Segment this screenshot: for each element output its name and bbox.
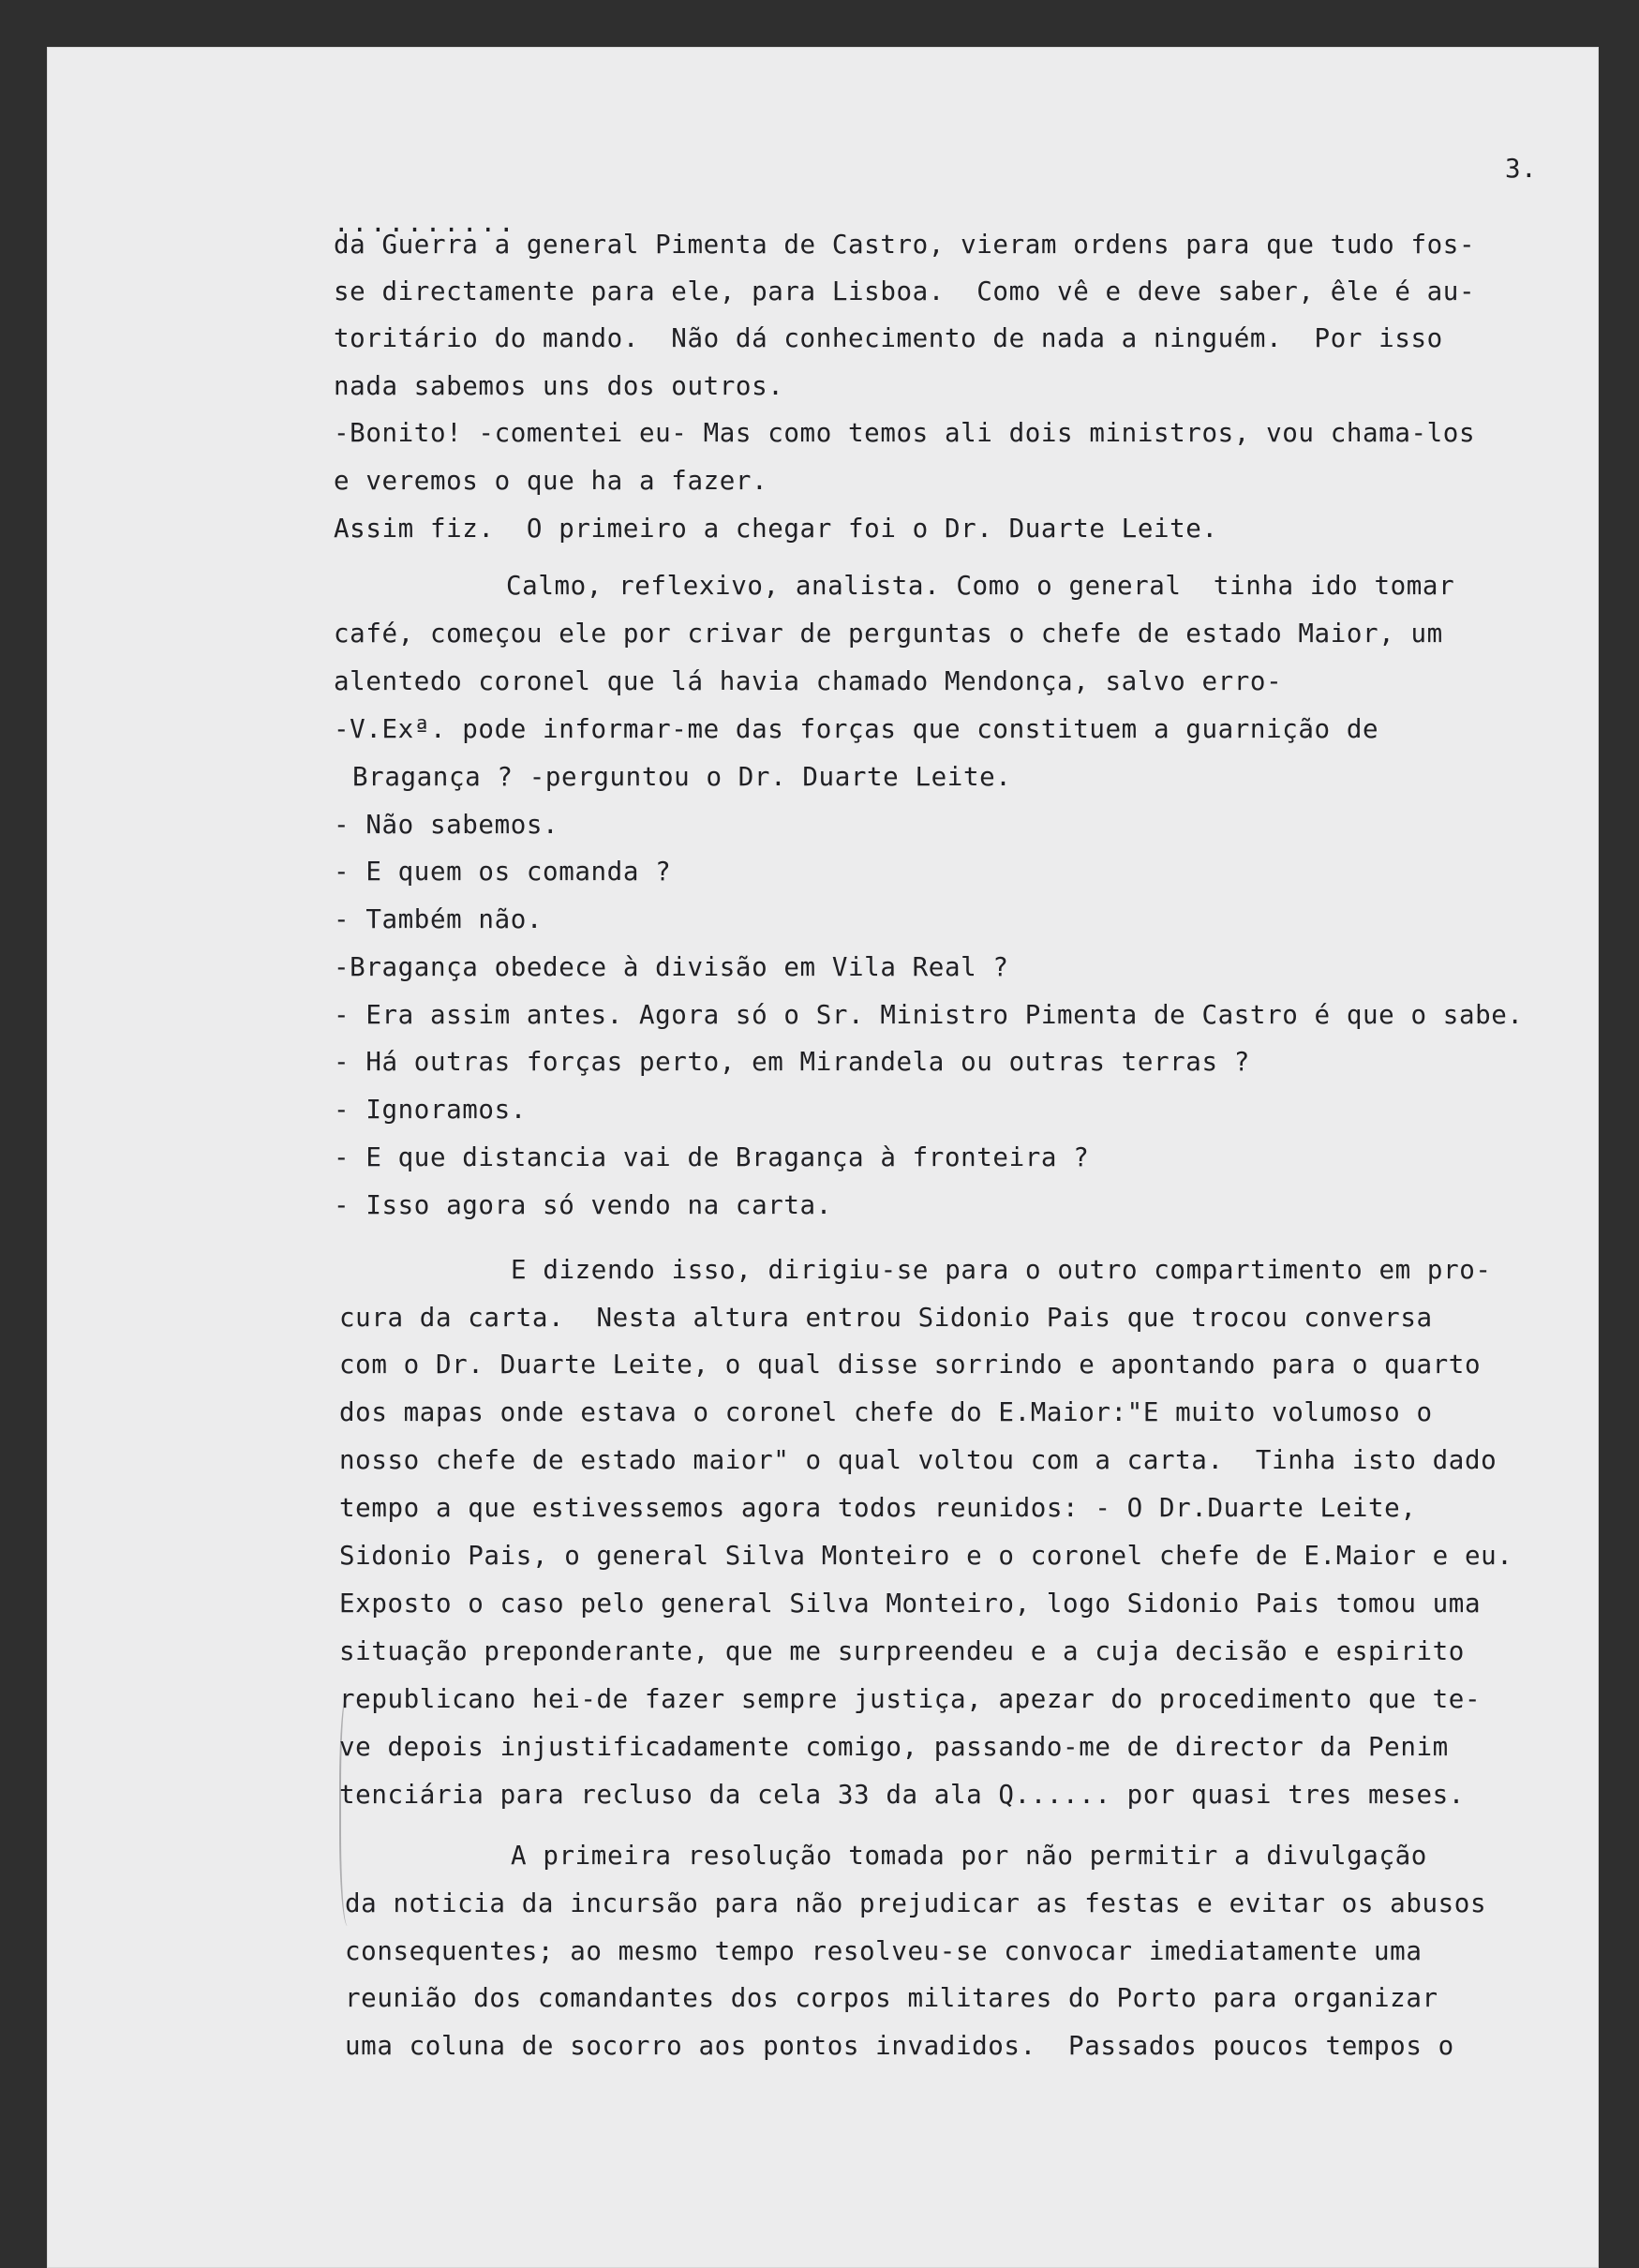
text-line: Bragança ? -perguntou o Dr. Duarte Leite. xyxy=(352,762,1012,792)
text-line: A primeira resolução tomada por não permitir a divulgação xyxy=(511,1841,1427,1871)
text-line: republicano hei-de fazer sempre justiça, apezar do procedimento que te- xyxy=(339,1684,1482,1714)
text-line: - E quem os comanda ? xyxy=(334,857,672,887)
text-line: Calmo, reflexivo, analista. Como o general tinha ido tomar xyxy=(506,571,1455,601)
text-line: toritário do mando. Não dá conhecimento de nada a ninguém. Por isso xyxy=(334,323,1443,353)
text-line: tenciária para recluso da cela 33 da ala Q...... por quasi tres meses. xyxy=(339,1780,1465,1810)
text-line: consequentes; ao mesmo tempo resolveu-se convocar imediatamente uma xyxy=(345,1936,1423,1966)
text-line: situação preponderante, que me surpreendeu e a cuja decisão e espirito xyxy=(339,1636,1465,1666)
text-line: Assim fiz. O primeiro a chegar foi o Dr. Duarte Leite. xyxy=(334,514,1218,544)
text-line: - Era assim antes. Agora só o Sr. Ministro Pimenta de Castro é que o sabe. xyxy=(334,1000,1524,1030)
text-line: - Há outras forças perto, em Mirandela ou outras terras ? xyxy=(334,1047,1250,1077)
text-line: e veremos o que ha a fazer. xyxy=(334,466,768,496)
text-line: - Não sabemos. xyxy=(334,810,559,840)
text-line: uma coluna de socorro aos pontos invadidos. Passados poucos tempos o xyxy=(345,2031,1454,2061)
text-line: - E que distancia vai de Bragança à fronteira ? xyxy=(334,1142,1090,1172)
text-line: com o Dr. Duarte Leite, o qual disse sorrindo e apontando para o quarto xyxy=(339,1350,1482,1380)
page-number: 3. xyxy=(1505,154,1538,184)
section-ellipsis: .......... xyxy=(334,208,517,238)
text-line: dos mapas onde estava o coronel chefe do E.Maior:"E muito volumoso o xyxy=(339,1397,1433,1427)
text-line: da Guerra a general Pimenta de Castro, vieram ordens para que tudo fos- xyxy=(334,230,1476,260)
text-line: E dizendo isso, dirigiu-se para o outro compartimento em pro- xyxy=(511,1255,1492,1285)
text-line: se directamente para ele, para Lisboa. Como vê e deve saber, êle é au- xyxy=(334,276,1476,306)
text-line: ve depois injustificadamente comigo, passando-me de director da Penim xyxy=(339,1732,1449,1762)
text-line: - Ignoramos. xyxy=(334,1095,527,1125)
text-line: -Bonito! -comentei eu- Mas como temos ali dois ministros, vou chama-los xyxy=(334,418,1476,448)
text-line: -V.Exª. pode informar-me das forças que constituem a guarnição de xyxy=(334,714,1379,744)
text-line: Exposto o caso pelo general Silva Monteiro, logo Sidonio Pais tomou uma xyxy=(339,1589,1482,1619)
text-line: reunião dos comandantes dos corpos militares do Porto para organizar xyxy=(345,1983,1438,2013)
text-line: - Isso agora só vendo na carta. xyxy=(334,1190,832,1220)
document-page xyxy=(47,47,1599,2268)
text-line: alentedo coronel que lá havia chamado Mendonça, salvo erro- xyxy=(334,666,1283,696)
text-line: - Também não. xyxy=(334,904,544,934)
text-line: tempo a que estivessemos agora todos reunidos: - O Dr.Duarte Leite, xyxy=(339,1493,1417,1523)
text-line: nosso chefe de estado maior" o qual voltou com a carta. Tinha isto dado xyxy=(339,1445,1497,1475)
text-line: -Bragança obedece à divisão em Vila Real ? xyxy=(334,952,1009,982)
text-line: café, começou ele por crivar de perguntas o chefe de estado Maior, um xyxy=(334,619,1443,649)
text-line: da noticia da incursão para não prejudicar as festas e evitar os abusos xyxy=(345,1888,1487,1918)
text-line: Sidonio Pais, o general Silva Monteiro e o coronel chefe de E.Maior e eu. xyxy=(339,1541,1513,1571)
text-line: nada sabemos uns dos outros. xyxy=(334,371,784,401)
text-line: cura da carta. Nesta altura entrou Sidonio Pais que trocou conversa xyxy=(339,1303,1433,1333)
